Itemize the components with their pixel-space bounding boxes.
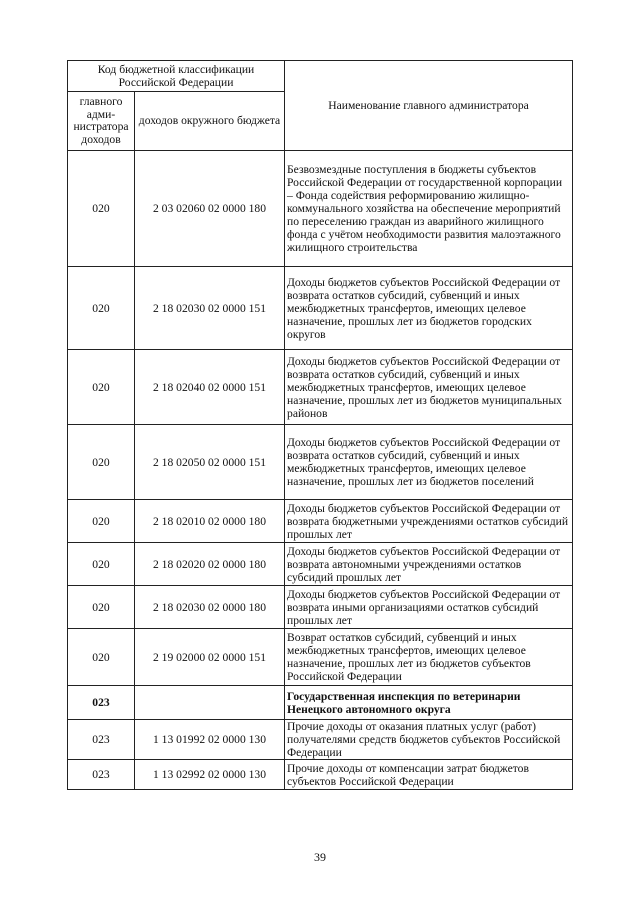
cell-budget-code: 1 13 01992 02 0000 130 (135, 720, 285, 760)
cell-admin-code: 020 (68, 500, 135, 543)
header-group-label: Код бюджетной классификации Российской Федерации (68, 61, 285, 92)
table-row (68, 500, 573, 543)
cell-budget-code: 2 18 02050 02 0000 151 (135, 425, 285, 500)
cell-admin-code: 020 (68, 629, 135, 686)
cell-administrator-name: Возврат остатков субсидий, субвенций и иных межбюджетных трансфертов, имеющих целевое назначение, прошлых лет из бюджетов субъектов Российской Федерации (285, 629, 573, 686)
table-row (68, 686, 573, 720)
cell-administrator-name: Доходы бюджетов субъектов Российской Федерации от возврата остатков субсидий, субвенций и иных межбюджетных трансфертов, имеющих целевое назначение, прошлых лет из бюджетов муниципальных районов (285, 350, 573, 425)
cell-administrator-name: Безвозмездные поступления в бюджеты субъектов Российской Федерации от государственной корпорации – Фонда содействия реформированию жилищно-коммунального хозяйства на обеспечение мероприятий по переселению граждан из аварийного жилищного фонда с учётом необходимости развития малоэтажного жилищного строительства (285, 151, 573, 267)
table-row (68, 720, 573, 760)
cell-budget-code: 2 18 02030 02 0000 151 (135, 267, 285, 350)
cell-administrator-name: Государственная инспекция по ветеринарии Ненецкого автономного округа (285, 686, 573, 720)
table-body (68, 151, 573, 790)
cell-admin-code: 020 (68, 151, 135, 267)
cell-admin-code: 023 (68, 686, 135, 720)
cell-administrator-name: Доходы бюджетов субъектов Российской Федерации от возврата иными организациями остатков субсидий прошлых лет (285, 586, 573, 629)
cell-admin-code: 020 (68, 267, 135, 350)
table-row (68, 629, 573, 686)
page-number: 39 (314, 850, 326, 864)
cell-administrator-name: Доходы бюджетов субъектов Российской Федерации от возврата остатков субсидий, субвенций и иных межбюджетных трансфертов, имеющих целевое назначение, прошлых лет из бюджетов поселений (285, 425, 573, 500)
cell-admin-code: 020 (68, 586, 135, 629)
cell-budget-code: 1 13 02992 02 0000 130 (135, 760, 285, 790)
table-row (68, 350, 573, 425)
cell-budget-code: 2 19 02000 02 0000 151 (135, 629, 285, 686)
cell-admin-code: 020 (68, 425, 135, 500)
cell-budget-code: 2 18 02020 02 0000 180 (135, 543, 285, 586)
header-admin-column: главного адми-нистратора доходов (68, 92, 135, 151)
table-row (68, 543, 573, 586)
cell-administrator-name: Доходы бюджетов субъектов Российской Федерации от возврата бюджетными учреждениями остатков субсидий прошлых лет (285, 500, 573, 543)
table-row (68, 760, 573, 790)
cell-admin-code: 020 (68, 350, 135, 425)
table-row (68, 151, 573, 267)
cell-budget-code: 2 03 02060 02 0000 180 (135, 151, 285, 267)
cell-administrator-name: Прочие доходы от компенсации затрат бюджетов субъектов Российской Федерации (285, 760, 573, 790)
header-name-column: Наименование главного администратора (285, 61, 573, 151)
cell-admin-code: 020 (68, 543, 135, 586)
cell-admin-code: 023 (68, 760, 135, 790)
cell-budget-code: 2 18 02030 02 0000 180 (135, 586, 285, 629)
header-code-column: доходов окружного бюджета (135, 92, 285, 151)
table-row (68, 267, 573, 350)
cell-budget-code (135, 686, 285, 720)
cell-administrator-name: Доходы бюджетов субъектов Российской Федерации от возврата остатков субсидий, субвенций и иных межбюджетных трансфертов, имеющих целевое назначение, прошлых лет из бюджетов городских округов (285, 267, 573, 350)
budget-classification-table (67, 60, 573, 790)
cell-administrator-name: Прочие доходы от оказания платных услуг (работ) получателями средств бюджетов субъектов Российской Федерации (285, 720, 573, 760)
cell-administrator-name: Доходы бюджетов субъектов Российской Федерации от возврата автономными учреждениями остатков субсидий прошлых лет (285, 543, 573, 586)
cell-budget-code: 2 18 02040 02 0000 151 (135, 350, 285, 425)
table-row (68, 586, 573, 629)
cell-admin-code: 023 (68, 720, 135, 760)
cell-budget-code: 2 18 02010 02 0000 180 (135, 500, 285, 543)
table-row (68, 425, 573, 500)
